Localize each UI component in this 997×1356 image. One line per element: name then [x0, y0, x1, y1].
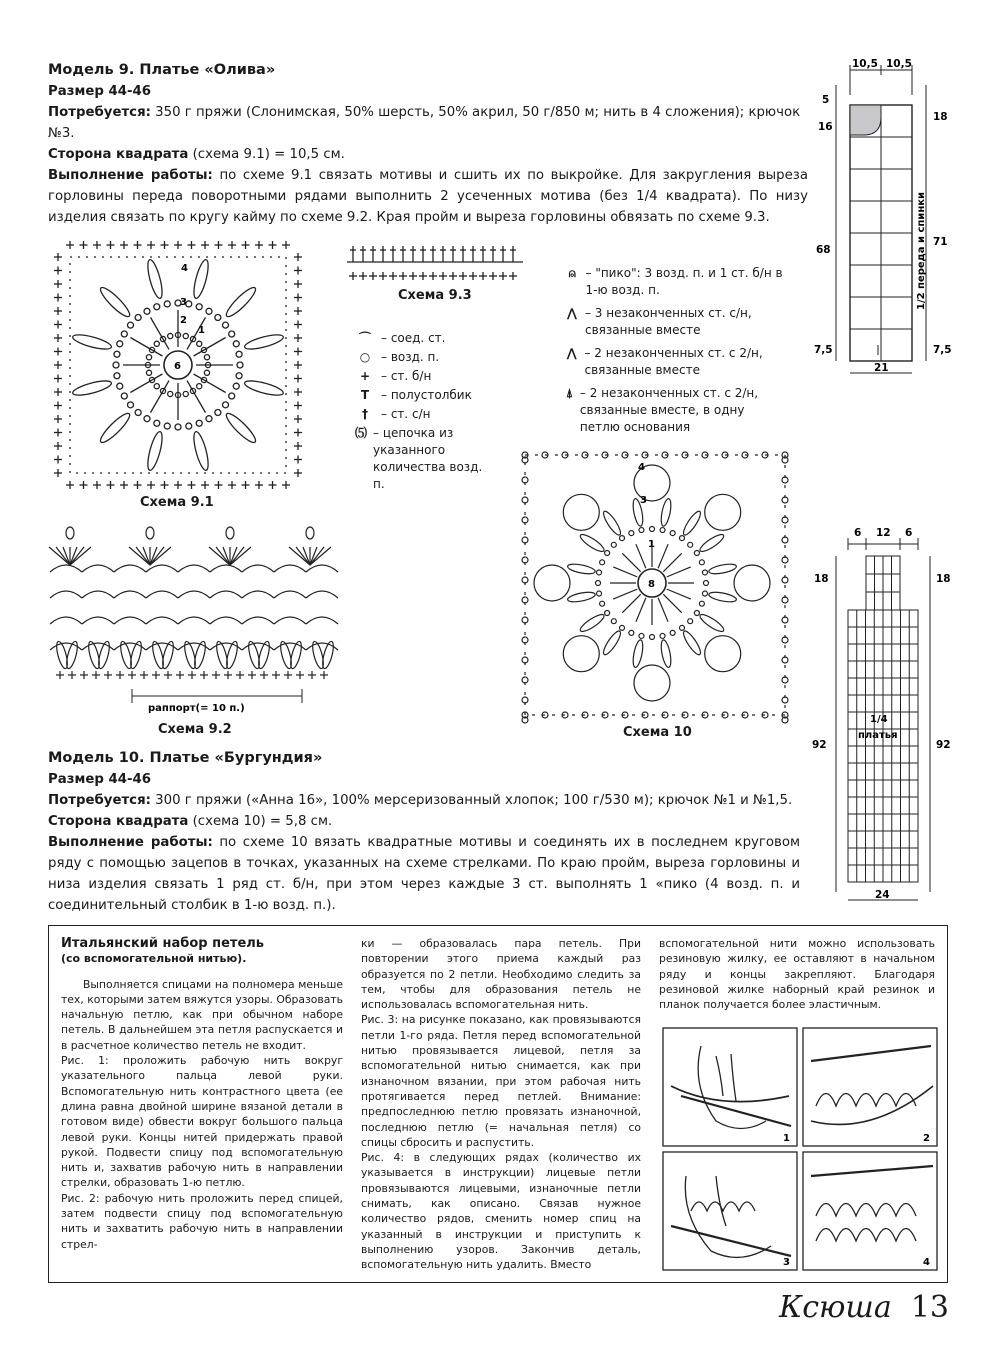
rapport-label: раппорт(= 10 п.) [148, 703, 245, 714]
legend-item [565, 385, 785, 436]
legend-left [355, 330, 485, 495]
model10-section [48, 748, 800, 916]
row-label-1: 1 [198, 325, 205, 336]
model9-square-side [48, 144, 808, 165]
dim-top-1: 6 [854, 527, 862, 539]
page-footer [779, 1290, 949, 1325]
legend-symbol-icon: ⍝ [568, 266, 576, 280]
work-text: по схеме 10 вязать квадратные мотивы и соединять их в последнем круговом ряду с помощью зацепов в точках, указанных на схеме стрелками. По краю пройм, выреза горловины и низа изделия связать 1 ряд ст. б/н, при этом через каждые 3 ст. выполнять 1 «пико (4 возд. п. и соединительный столбик в 1-ю возд. п.). [48, 835, 800, 913]
model9-requirements [48, 102, 808, 144]
legend-symbol-icon: ⌒ [358, 331, 371, 345]
legend-symbol-icon: ⍋ [565, 386, 574, 400]
model9-section [48, 60, 808, 228]
model10-square-side [48, 811, 800, 832]
legend-text: – соед. ст. [381, 331, 446, 345]
col2-para-1: ки — образовалась пара петель. При повторении этого приема каждый раз образуется по 2 петли. Необходимо следить за тем, чтобы для образования петель не использовалась вспомогательная нить. [361, 937, 641, 1012]
scheme-10-diagram [510, 445, 800, 725]
model10-size: Размер 44-46 [48, 772, 152, 787]
model9-instructions [48, 165, 808, 228]
legend-item [565, 265, 785, 299]
row-label-2: 2 [180, 315, 187, 326]
col1-para-2: Рис. 1: проложить рабочую нить вокруг указательного пальца левой руки. Вспомогательную нить контрастного цвета (ее длина равна двойной ширине вязаной детали в готовом виде) обвести вокруг большого пальца левой руки. Концы нитей придержать правой рукой. Подвести спицу под вспомогательную нить и, захватив рабочую нить в направлении стрелки, образовать 1-ю петлю. [61, 1054, 343, 1190]
pattern-quarter-dress [808, 520, 958, 910]
model10-title: Модель 10. Платье «Бургундия» [48, 750, 323, 766]
fig-2-frame [803, 1028, 937, 1146]
dim-top-2: 12 [876, 527, 891, 539]
knitting-illustrations [661, 1026, 943, 1276]
legend-text: – полустолбик [381, 388, 472, 402]
legend-item [565, 345, 785, 379]
dim-left-2: 92 [812, 739, 827, 751]
legend-symbol-icon: ⑸ [355, 426, 368, 440]
scheme-9-3-caption: Схема 9.3 [398, 288, 472, 303]
fig-1-number: 1 [783, 1133, 790, 1144]
legend-text: – ст. с/н [381, 407, 431, 421]
col2-para-3: Рис. 4: в следующих рядах (количество их указывается в инструкции) лицевые петли провязываются лицевыми, изнаночные петли снимать, как описано. Связав нужное количество рядов, сменить номер спиц на указанный в инструкции и приступить к выполнению узоров. Закончив деталь, вспомогательную нить удалить. Вместо [361, 1151, 641, 1272]
model10-instructions [48, 832, 800, 916]
pattern-half-front-back [808, 55, 958, 385]
row-label-4: 4 [638, 462, 645, 473]
side-text: (схема 10) = 5,8 см. [188, 814, 333, 829]
row-label-4: 4 [181, 263, 188, 274]
work-label: Выполнение работы: [48, 168, 213, 183]
legend-symbol-icon: T [360, 388, 370, 402]
side-text: (схема 9.1) = 10,5 см. [188, 147, 345, 162]
fig-4-number: 4 [923, 1257, 930, 1268]
legend-item [355, 330, 485, 347]
center-label-1: 1/4 [870, 714, 888, 725]
req-label: Потребуется: [48, 793, 151, 808]
box-column-3 [659, 936, 935, 1012]
legend-symbol-icon: ⋀ [566, 306, 578, 320]
row-label-3: 3 [640, 495, 647, 506]
legend-text: – ст. б/н [381, 369, 432, 383]
magazine-name: Ксюша [779, 1290, 892, 1325]
legend-item [355, 425, 485, 493]
side-label: Сторона квадрата [48, 814, 189, 829]
scheme-10-caption: Схема 10 [623, 725, 692, 740]
legend-item [355, 406, 485, 423]
legend-right [565, 265, 785, 442]
legend-item [565, 305, 785, 339]
model9-size: Размер 44-46 [48, 84, 152, 99]
scheme-9-3-diagram [345, 240, 525, 290]
work-text: по схеме 9.1 связать мотивы и сшить их по выкройке. Для закругления выреза горловины переда поворотными рядами выполнить 2 усеченных мотива (без 1/4 квадрата). По низу изделия связать по кругу кайму по схеме 9.2. Края пройм и выреза горловины обвязать по схеме 9.3. [48, 168, 808, 225]
model9-title: Модель 9. Платье «Олива» [48, 62, 276, 78]
fig-3-number: 3 [783, 1257, 790, 1268]
dim-right-2: 92 [936, 739, 951, 751]
dim-left-2: 16 [818, 121, 833, 133]
dim-top-left: 10,5 [852, 58, 878, 70]
scheme-10-stitches [522, 452, 788, 723]
col1-para-3: Рис. 2: рабочую нить проложить перед спицей, затем подвести спицу под вспомогательную нить и захватить рабочую нить в направлении стрел- [61, 1191, 343, 1251]
scheme-9-2-caption: Схема 9.2 [158, 722, 232, 737]
legend-text: – цепочка из указанного количества возд. п. [373, 426, 483, 491]
italian-cast-on-box [48, 925, 948, 1283]
legend-text: – "пико": 3 возд. п. и 1 ст. б/н в 1-ю возд. п. [585, 266, 783, 297]
work-label: Выполнение работы: [48, 835, 213, 850]
box-subtitle: (со вспомогательной нитью). [61, 952, 247, 966]
box-column-2 [361, 936, 641, 1273]
col2-para-2: Рис. 3: на рисунке показано, как провязываются петли 1-го ряда. Петля перед вспомогательной нитью провязывается лицевой, петля за вспомогательной нитью снимается, как при изнаночном вязании, при этом рабочая нить протягивается перед петлей. Внимание: предпоследнюю петлю провязать изнаночной, последнюю петлю (= начальная петля) со спицы сбросить и распустить. [361, 1013, 641, 1149]
legend-item [355, 349, 485, 366]
dim-left-4: 7,5 [814, 344, 833, 356]
row-label-3: 3 [180, 297, 187, 308]
model10-requirements [48, 790, 800, 811]
box-title: Итальянский набор петель [61, 936, 265, 951]
dim-left-1: 5 [822, 94, 830, 106]
side-label: Сторона квадрата [48, 147, 189, 162]
dim-right-2: 71 [933, 236, 948, 248]
scheme-9-2-diagram [40, 515, 340, 720]
col3-para-1: вспомогательной нити можно использовать резиновую жилку, ее оставляют в начальном ряду и концы закрепляют. Благодаря резиновой жилке наборный край резинок и планок получается более эластичным. [659, 937, 935, 1012]
fig-4-frame [803, 1152, 937, 1270]
dim-left-3: 68 [816, 244, 831, 256]
scheme-9-1-diagram [48, 235, 308, 495]
req-text: 350 г пряжи (Слонимская, 50% шерсть, 50% акрил, 50 г/850 м; нить в 4 сложения); крючок №3. [48, 105, 801, 141]
dim-left-1: 18 [814, 573, 829, 585]
fig-2-number: 2 [923, 1133, 930, 1144]
center-label-2: платья [858, 730, 898, 741]
row-label-1: 1 [648, 539, 655, 550]
legend-symbol-icon: † [362, 407, 368, 421]
center-label: 8 [648, 579, 655, 590]
fig-1-frame [663, 1028, 797, 1146]
legend-item [355, 387, 485, 404]
legend-text: – 2 незаконченных ст. с 2/н, связанные вместе, в одну петлю основания [579, 386, 759, 434]
legend-symbol-icon: ○ [359, 350, 371, 364]
dim-right-1: 18 [936, 573, 951, 585]
legend-symbol-icon: + [359, 369, 371, 383]
dim-right-3: 7,5 [933, 344, 952, 356]
center-label: 6 [174, 361, 181, 372]
col1-para-1: Выполняется спицами на полномера меньше тех, которыми затем вяжутся узоры. Образовать начальную петлю, как при обычном наборе петель. В дальнейшем эта петля распускается и в расчетное количество петель не входит. [61, 977, 343, 1052]
req-text: 300 г пряжи («Анна 16», 100% мерсеризованный хлопок; 100 г/530 м); крючок №1 и №1,5. [150, 793, 793, 808]
page-number: 13 [910, 1290, 949, 1325]
legend-text: – возд. п. [381, 350, 440, 364]
legend-item [355, 368, 485, 385]
dim-top-right: 10,5 [886, 58, 912, 70]
legend-symbol-icon: ⋀ [566, 346, 577, 360]
legend-text: – 3 незаконченных ст. с/н, связанные вместе [584, 306, 752, 337]
scheme-9-1-caption: Схема 9.1 [140, 495, 214, 510]
dim-right-1: 18 [933, 111, 948, 123]
vertical-label: 1/2 переда и спинки [916, 191, 927, 310]
req-label: Потребуется: [48, 105, 151, 120]
legend-text: – 2 незаконченных ст. с 2/н, связанные вместе [584, 346, 763, 377]
dim-bottom: 21 [874, 362, 889, 374]
dim-bottom: 24 [875, 889, 890, 901]
dim-top-3: 6 [905, 527, 913, 539]
box-column-1 [61, 936, 343, 1252]
